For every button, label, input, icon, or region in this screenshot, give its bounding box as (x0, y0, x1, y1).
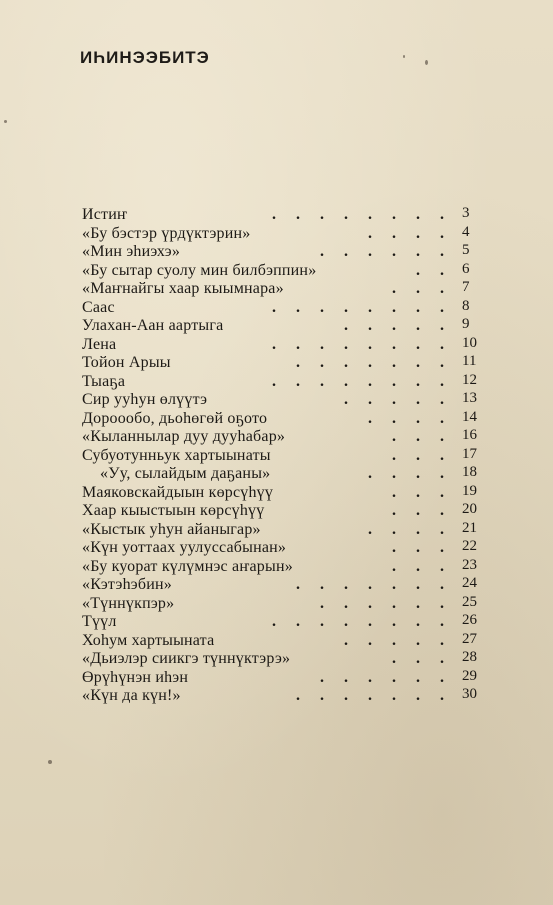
leader-dot: . (368, 224, 372, 242)
leader-dot: . (368, 465, 372, 482)
leader-dot: . (368, 520, 372, 538)
leader-dot: . (320, 298, 324, 316)
toc-page-number: 10 (462, 334, 477, 351)
toc-entry (82, 521, 482, 540)
leader-dot: . (392, 465, 396, 482)
leader-dot: . (368, 335, 372, 353)
leader-dot: . (416, 206, 420, 223)
leader-dot: . (392, 335, 396, 353)
leader-dot: . (344, 354, 348, 371)
leader-dot: . (296, 206, 300, 223)
leader-dot: . (296, 354, 300, 371)
toc-entry (82, 465, 482, 484)
leader-dot: . (344, 631, 348, 649)
toc-page-number: 27 (462, 630, 477, 647)
toc-entry (82, 447, 482, 466)
leader-dot: . (416, 557, 420, 575)
page-heading: ИҺИНЭЭБИТЭ (80, 48, 210, 67)
toc-entry-title: «Кэтэһэбин» (82, 576, 172, 593)
leader-dot: . (320, 354, 324, 371)
toc-page-number: 25 (462, 593, 477, 610)
toc-entry (82, 391, 482, 410)
toc-entry-title: Өрүһүнэн иһэн (82, 668, 189, 686)
leader-dot: . (392, 576, 396, 593)
leader-dot: . (344, 668, 348, 686)
toc-entry-title: «Мин эһиэхэ» (82, 243, 181, 260)
leader-dot: . (368, 576, 372, 593)
leader-dot: . (416, 520, 420, 538)
toc-entry-title: «Күн да күн!» (82, 687, 181, 704)
leader-dot: . (344, 613, 348, 630)
leader-dot: . (440, 687, 444, 704)
leader-dot: . (344, 243, 348, 260)
toc-entry (82, 650, 482, 669)
toc-entry-title: «Күн уоттаах уулуссабынан» (82, 539, 287, 556)
leader-dot: . (320, 668, 324, 686)
toc-page-number: 29 (462, 667, 477, 684)
leader-dot: . (440, 668, 444, 686)
leader-dot: . (392, 502, 396, 519)
leader-dot: . (368, 668, 372, 686)
toc-entry-title: Маяковскайдыын көрсүһүү (82, 483, 274, 501)
leader-dot: . (368, 631, 372, 649)
leader-dot: . (344, 594, 348, 612)
leader-dot: . (392, 539, 396, 556)
print-speck (4, 120, 7, 123)
toc-entry (82, 428, 482, 447)
leader-dot: . (416, 539, 420, 556)
leader-dot: . (392, 409, 396, 427)
leader-dot: . (392, 317, 396, 334)
leader-dot: . (392, 687, 396, 704)
leader-dot: . (392, 428, 396, 445)
toc-entry (82, 632, 482, 651)
toc-entry (82, 576, 482, 595)
leader-dot: . (440, 465, 444, 482)
leader-dot: . (368, 354, 372, 371)
leader-dot: . (416, 446, 420, 464)
toc-entry (82, 410, 482, 429)
leader-dot: . (440, 298, 444, 316)
leader-dot: . (368, 594, 372, 612)
leader-dot: . (368, 372, 372, 390)
toc-page-number: 9 (462, 316, 470, 332)
toc-entry-title: Саас (82, 298, 115, 316)
toc-page-number: 22 (462, 538, 477, 554)
leader-dot: . (440, 446, 444, 464)
leader-dot: . (440, 409, 444, 427)
toc-entry-title: «Түннүкпэр» (82, 594, 175, 612)
leader-dot: . (392, 594, 396, 612)
toc-entry (82, 336, 482, 355)
print-speck (48, 760, 52, 764)
leader-dot: . (296, 298, 300, 316)
print-speck (425, 60, 428, 65)
leader-dot: . (344, 687, 348, 704)
leader-dot: . (296, 372, 300, 390)
leader-dot: . (344, 372, 348, 390)
leader-dot: . (320, 613, 324, 630)
leader-dot: . (392, 613, 396, 630)
leader-dot: . (392, 520, 396, 538)
leader-dot: . (368, 206, 372, 223)
toc-entry-title: «Уу, сылайдым даҕаны» (100, 465, 271, 482)
leader-dot: . (368, 298, 372, 316)
leader-dot: . (440, 391, 444, 408)
toc-page-number: 12 (462, 371, 477, 388)
toc-entry-title: «Бу бэстэр үрдүктэрин» (82, 224, 251, 242)
toc-entry (82, 484, 482, 503)
toc-entry (82, 687, 482, 706)
toc-page-number: 23 (462, 556, 477, 573)
toc-page-number: 6 (462, 260, 470, 277)
toc-entry-title: Хоһум хартыыната (82, 631, 215, 649)
toc-entry (82, 613, 482, 632)
leader-dot: . (320, 243, 324, 260)
toc-page-number: 24 (462, 575, 477, 591)
leader-dot: . (416, 594, 420, 612)
leader-dot: . (296, 335, 300, 353)
toc-entry (82, 299, 482, 318)
leader-dot: . (392, 483, 396, 501)
toc-entry-title: «Кыланнылар дуу дууһабар» (82, 428, 286, 445)
leader-dot: . (416, 261, 420, 279)
toc-entry-title: Истиҥ (82, 206, 128, 223)
leader-dot: . (416, 409, 420, 427)
leader-dot: . (416, 668, 420, 686)
leader-dot: . (368, 613, 372, 630)
leader-dot: . (296, 576, 300, 593)
leader-dot: . (392, 372, 396, 390)
toc-page-number: 21 (462, 519, 477, 536)
leader-dot: . (440, 520, 444, 538)
toc-page-number: 18 (462, 464, 477, 480)
leader-dot: . (416, 280, 420, 297)
toc-entry-title: Тойон Арыы (82, 354, 171, 371)
toc-entry (82, 262, 482, 281)
toc-entry (82, 373, 482, 392)
leader-dot: . (392, 557, 396, 575)
leader-dot: . (392, 446, 396, 464)
toc-page-number: 11 (462, 353, 477, 369)
leader-dot: . (416, 613, 420, 630)
leader-dot: . (416, 224, 420, 242)
leader-dot: . (416, 372, 420, 390)
leader-dot: . (416, 428, 420, 445)
leader-dot: . (440, 280, 444, 297)
leader-dot: . (320, 335, 324, 353)
toc-entry (82, 243, 482, 262)
toc-page-number: 16 (462, 427, 477, 443)
toc-entry-title: «Дьиэлэр сиикгэ түннүктэрэ» (82, 650, 291, 667)
leader-dot: . (368, 317, 372, 334)
leader-dot: . (416, 483, 420, 501)
leader-dot: . (320, 576, 324, 593)
leader-dot: . (416, 298, 420, 316)
leader-dot: . (416, 687, 420, 704)
toc-page-number: 7 (462, 279, 470, 295)
leader-dot: . (392, 280, 396, 297)
leader-dot: . (296, 613, 300, 630)
toc-page-number: 3 (462, 205, 470, 221)
leader-dot: . (344, 317, 348, 334)
toc-page-number: 28 (462, 649, 477, 665)
leader-dot: . (368, 687, 372, 704)
leader-dot: . (416, 650, 420, 667)
leader-dot: . (440, 428, 444, 445)
toc-entry (82, 317, 482, 336)
leader-dot: . (344, 206, 348, 223)
leader-dot: . (344, 335, 348, 353)
leader-dot: . (440, 650, 444, 667)
leader-dot: . (440, 594, 444, 612)
leader-dot: . (392, 243, 396, 260)
leader-dot: . (440, 557, 444, 575)
leader-dot: . (392, 668, 396, 686)
toc-entry-title: Субуотунньук хартыынаты (82, 446, 271, 464)
toc-page-number: 20 (462, 501, 477, 517)
leader-dot: . (440, 631, 444, 649)
toc-entry-title: Тыаҕа (82, 372, 126, 390)
toc-entry-title: Түүл (82, 613, 117, 630)
leader-dot: . (440, 613, 444, 630)
toc-entry-title: Сир ууһун өлүүтэ (82, 391, 208, 408)
leader-dot: . (416, 576, 420, 593)
leader-dot: . (440, 372, 444, 390)
toc-entry (82, 206, 482, 225)
leader-dot: . (392, 650, 396, 667)
toc-entry (82, 354, 482, 373)
leader-dot: . (272, 206, 276, 223)
leader-dot: . (440, 576, 444, 593)
leader-dot: . (416, 335, 420, 353)
toc-entry-title: «Маҥнайгы хаар кыымнара» (82, 280, 284, 297)
leader-dot: . (440, 206, 444, 223)
leader-dot: . (320, 687, 324, 704)
toc-entry-title: «Бу куорат күлүмнэс аҥарын» (82, 557, 293, 575)
toc-entry-title: Дороообо, дьоһөгөй оҕото (82, 409, 268, 427)
toc-entry-title: Лена (82, 335, 117, 353)
toc-entry (82, 280, 482, 299)
leader-dot: . (416, 391, 420, 408)
toc-page-number: 30 (462, 686, 477, 702)
print-speck (403, 55, 405, 58)
leader-dot: . (368, 409, 372, 427)
leader-dot: . (344, 576, 348, 593)
leader-dot: . (344, 391, 348, 408)
leader-dot: . (416, 502, 420, 519)
leader-dot: . (320, 594, 324, 612)
toc-entry-title: «Бу сытар суолу мин билбэппин» (82, 261, 317, 279)
toc-entry (82, 539, 482, 558)
leader-dot: . (440, 335, 444, 353)
toc-entry (82, 558, 482, 577)
table-of-contents (82, 206, 482, 706)
toc-page-number: 5 (462, 242, 470, 258)
leader-dot: . (392, 298, 396, 316)
toc-page-number: 13 (462, 390, 477, 406)
toc-entry (82, 502, 482, 521)
leader-dot: . (392, 631, 396, 649)
toc-entry (82, 669, 482, 688)
leader-dot: . (392, 224, 396, 242)
leader-dot: . (272, 372, 276, 390)
leader-dot: . (296, 687, 300, 704)
leader-dot: . (320, 372, 324, 390)
leader-dot: . (440, 261, 444, 279)
leader-dot: . (416, 243, 420, 260)
leader-dot: . (440, 502, 444, 519)
leader-dot: . (368, 243, 372, 260)
toc-entry (82, 225, 482, 244)
leader-dot: . (416, 317, 420, 334)
leader-dot: . (392, 206, 396, 223)
toc-entry (82, 595, 482, 614)
toc-page-number: 19 (462, 482, 477, 499)
leader-dot: . (272, 613, 276, 630)
leader-dot: . (392, 354, 396, 371)
leader-dot: . (440, 354, 444, 371)
toc-page-number: 17 (462, 445, 477, 462)
leader-dot: . (440, 243, 444, 260)
leader-dot: . (272, 335, 276, 353)
toc-page-number: 8 (462, 297, 470, 314)
toc-page-number: 26 (462, 612, 477, 628)
leader-dot: . (344, 298, 348, 316)
leader-dot: . (416, 631, 420, 649)
toc-page-number: 4 (462, 223, 470, 240)
leader-dot: . (368, 391, 372, 408)
toc-entry-title: «Кыстык уһун айаныгар» (82, 520, 261, 538)
leader-dot: . (440, 224, 444, 242)
leader-dot: . (392, 391, 396, 408)
leader-dot: . (440, 483, 444, 501)
toc-page-number: 14 (462, 408, 477, 425)
leader-dot: . (416, 465, 420, 482)
toc-entry-title: Улахан-Аан аартыга (82, 317, 224, 334)
leader-dot: . (416, 354, 420, 371)
leader-dot: . (440, 539, 444, 556)
leader-dot: . (320, 206, 324, 223)
leader-dot: . (272, 298, 276, 316)
toc-entry-title: Хаар кыыстыын көрсүһүү (82, 502, 265, 519)
leader-dot: . (440, 317, 444, 334)
